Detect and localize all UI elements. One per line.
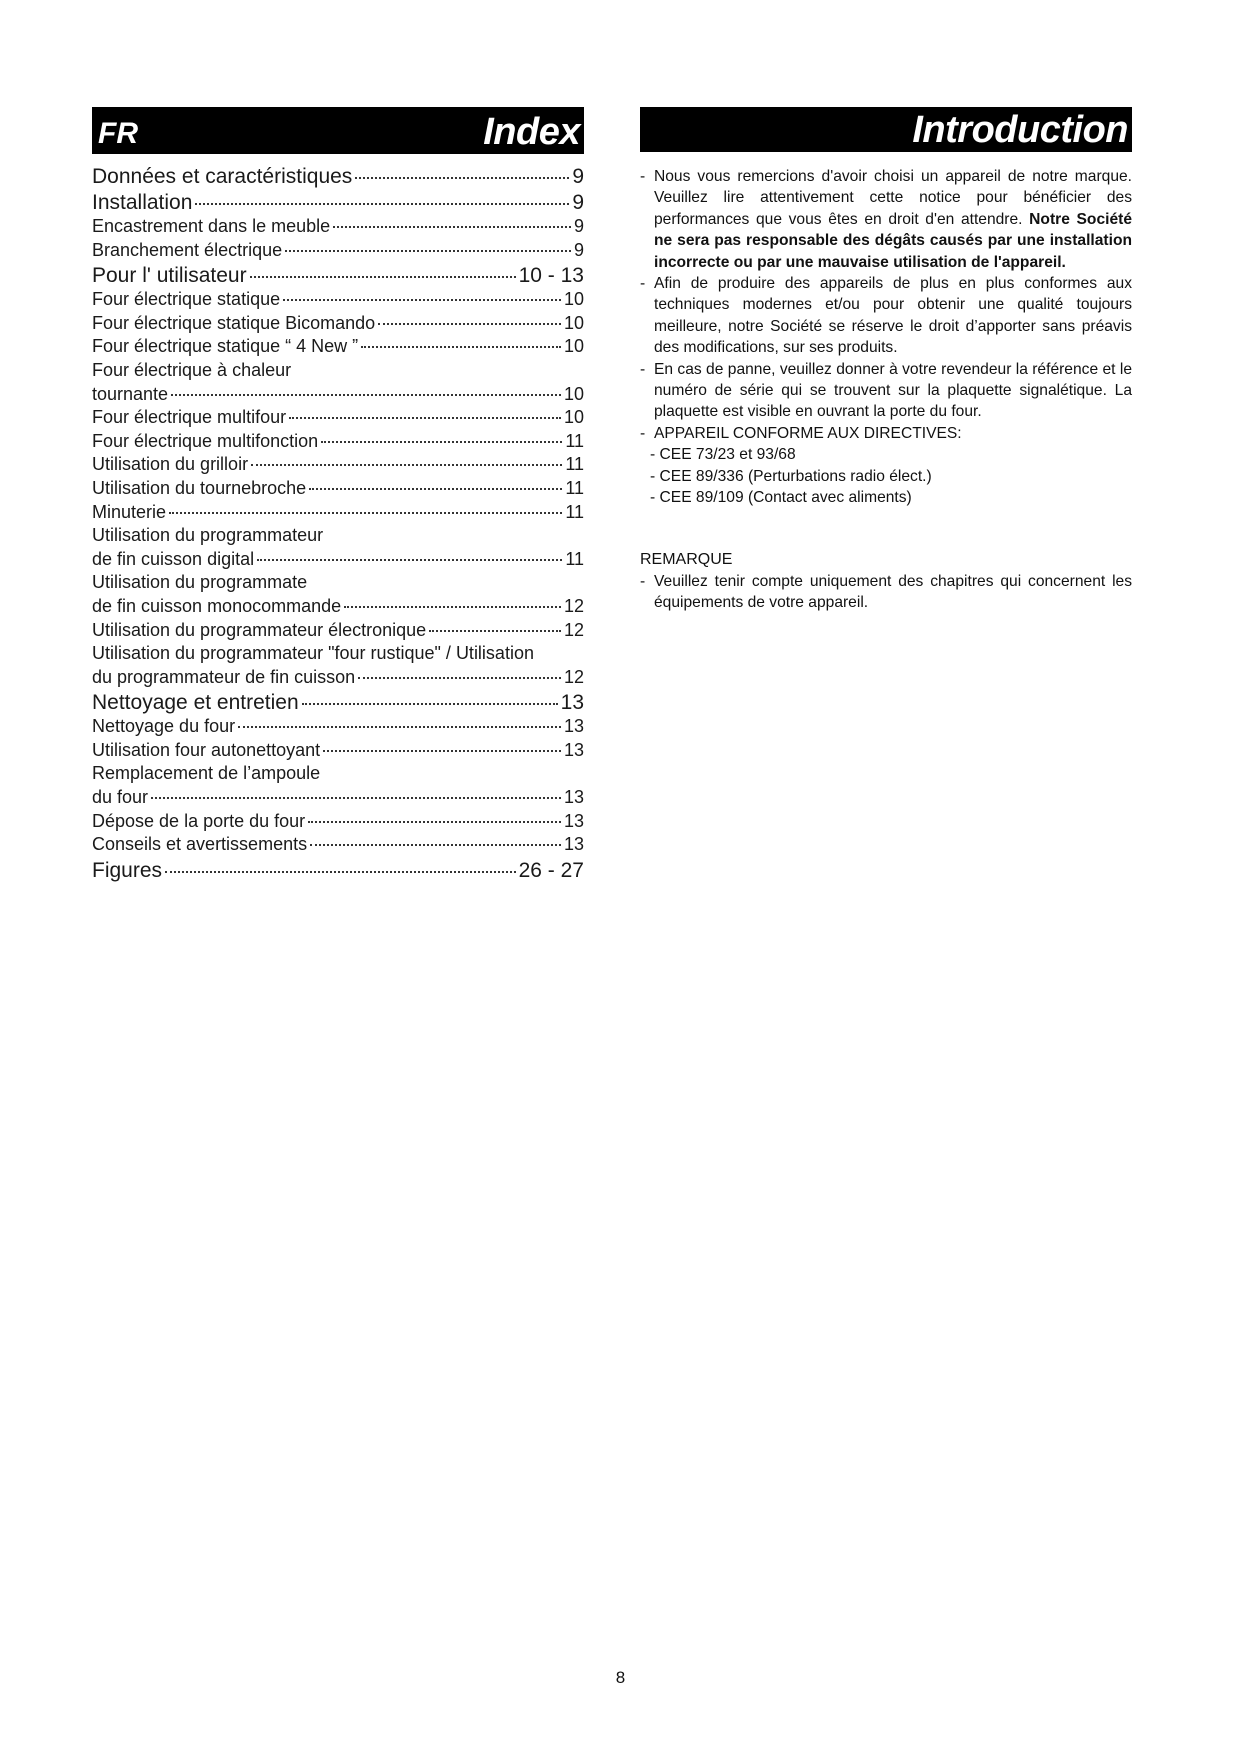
toc-entry	[92, 571, 584, 595]
toc-entry-page: 9	[572, 165, 584, 188]
toc-leader-dots	[289, 417, 561, 419]
toc-entry-label: Utilisation du programmateur	[92, 525, 324, 546]
toc-entry-page: 9	[573, 239, 584, 260]
intro-paragraph-1-text: Nous vous remercions d'avoir choisi un appareil de notre marque. Veuillez lire attentivement cette notice pour bénéficier des performances que vous êtes en droit d'en attendre.	[654, 168, 1132, 228]
toc-entry	[92, 715, 584, 739]
introduction-body	[640, 166, 1132, 613]
toc-entry	[92, 312, 584, 336]
toc-entry-page: 13	[563, 810, 584, 831]
toc-leader-dots	[195, 203, 569, 205]
intro-paragraph-3-text: En cas de panne, veuillez donner à votre revendeur la référence et le numéro de série qui se trouvent sur la plaquette signalétique. La plaquette est visible en ouvrant la porte du four.	[654, 360, 1132, 421]
intro-paragraph-2: - Afin de produire des appareils de plus en plus conformes aux techniques modernes et/ou pour obtenir une qualité toujours meilleure, notre Société se réserve le droit d’apporter sans préavis des modifications, sur ses produits.	[640, 273, 1132, 359]
toc-entry-label: Pour l' utilisateur	[92, 264, 247, 288]
remark-text: Veuillez tenir compte uniquement des chapitres qui concernent les équipements de votre appareil.	[654, 572, 1132, 611]
introduction-title: Introduction	[912, 109, 1128, 151]
toc-leader-dots	[310, 844, 561, 846]
language-label: FR	[98, 117, 138, 150]
toc-leader-dots	[429, 630, 561, 632]
toc-entry	[92, 189, 584, 215]
toc-entry-page: 13	[563, 739, 584, 760]
toc-entry-page: 10	[563, 312, 584, 333]
toc-entry	[92, 501, 584, 525]
toc-leader-dots	[283, 299, 561, 301]
toc-entry-page: 12	[563, 595, 584, 616]
toc-leader-dots	[378, 323, 561, 325]
toc-entry-page: 11	[565, 501, 584, 522]
toc-entry-page: 11	[565, 477, 584, 498]
toc-entry	[92, 239, 584, 263]
toc-entry-label: Nettoyage et entretien	[92, 691, 299, 715]
toc-leader-dots	[358, 677, 561, 679]
toc-entry-page: 12	[563, 619, 584, 640]
toc-entry	[92, 595, 584, 619]
toc-leader-dots	[321, 441, 562, 443]
toc-entry	[92, 833, 584, 857]
directive-item: - CEE 89/336 (Perturbations radio élect.)	[650, 467, 932, 485]
toc-entry-label: Remplacement de l’ampoule	[92, 763, 321, 784]
toc-leader-dots	[333, 226, 571, 228]
toc-entry-page: 13	[560, 691, 584, 715]
toc-entry-page: 9	[572, 191, 584, 214]
table-of-contents	[92, 163, 584, 883]
toc-entry	[92, 163, 584, 189]
toc-entry-page: 10	[563, 383, 584, 404]
toc-entry-label: Four électrique à chaleur	[92, 359, 292, 380]
toc-leader-dots	[302, 703, 558, 705]
toc-leader-dots	[355, 177, 569, 179]
toc-entry	[92, 810, 584, 834]
toc-entry-label: Utilisation du grilloir	[92, 454, 249, 475]
intro-paragraph-2-text: Afin de produire des appareils de plus en plus conformes aux techniques modernes et/ou pour obtenir une qualité toujours meilleure, notre Société se réserve le droit d’apporter sans préavis des modifications, sur ses produits.	[654, 275, 1132, 357]
page-number: 8	[615, 1668, 626, 1687]
toc-entry-label: Conseils et avertissements	[92, 834, 308, 855]
toc-leader-dots	[165, 871, 516, 873]
toc-entry	[92, 762, 584, 786]
toc-entry-page: 9	[573, 216, 584, 236]
intro-paragraph-4: - APPAREIL CONFORME AUX DIRECTIVES:	[640, 423, 1132, 444]
toc-entry	[92, 406, 584, 430]
toc-entry	[92, 453, 584, 477]
toc-entry-label: Four électrique multifonction	[92, 430, 319, 451]
toc-entry	[92, 477, 584, 501]
remark-paragraph: - Veuillez tenir compte uniquement des chapitres qui concernent les équipements de votre appareil.	[640, 571, 1132, 614]
toc-leader-dots	[361, 346, 561, 348]
introduction-column	[640, 107, 1132, 613]
toc-entry-page: 11	[565, 454, 584, 475]
toc-entry-label: tournante	[92, 383, 169, 404]
toc-entry-label: Figures	[92, 858, 163, 882]
intro-paragraph-4-text: APPAREIL CONFORME AUX DIRECTIVES:	[654, 424, 962, 442]
toc-entry-label: Branchement électrique	[92, 239, 283, 260]
index-column	[92, 107, 584, 883]
remark-title: REMARQUE	[640, 550, 733, 568]
toc-leader-dots	[257, 559, 562, 561]
directive-item: - CEE 73/23 et 93/68	[650, 446, 796, 464]
toc-entry-label: Utilisation du programmateur "four rustique" / Utilisation	[92, 643, 534, 664]
intro-paragraph-3: - En cas de panne, veuillez donner à votre revendeur la référence et le numéro de série qui se trouvent sur la plaquette signalétique. La plaquette est visible en ouvrant la porte du four.	[640, 359, 1132, 423]
toc-entry-label: Four électrique statique Bicomando	[92, 312, 376, 333]
toc-entry	[92, 548, 584, 572]
toc-entry-page: 11	[565, 430, 584, 451]
toc-leader-dots	[238, 726, 561, 728]
toc-leader-dots	[309, 488, 562, 490]
toc-entry-label: Utilisation du tournebroche	[92, 477, 307, 498]
toc-entry-label: Dépose de la porte du four	[92, 810, 306, 831]
toc-entry	[92, 288, 584, 312]
toc-entry-page: 10 - 13	[518, 264, 584, 288]
toc-entry-page: 10	[563, 289, 584, 310]
toc-entry-label: Utilisation four autonettoyant	[92, 739, 321, 760]
toc-entry-page: 12	[563, 666, 584, 687]
toc-entry-page: 10	[563, 336, 584, 357]
toc-entry	[92, 215, 584, 239]
toc-leader-dots	[251, 464, 562, 466]
toc-entry	[92, 619, 584, 643]
index-title: Index	[483, 111, 580, 153]
toc-entry	[92, 262, 584, 288]
intro-paragraph-1-bold: Notre Société ne sera pas responsable des dégâts causés par une installation incorrecte ou par une mauvaise utilisation de l'appareil.	[654, 210, 1132, 271]
toc-entry	[92, 383, 584, 407]
toc-entry-page: 11	[565, 548, 584, 569]
toc-entry-label: Encastrement dans le meuble	[92, 216, 331, 236]
index-header	[92, 107, 584, 154]
toc-leader-dots	[344, 606, 561, 608]
toc-entry-label: du four	[92, 787, 149, 808]
toc-entry-label: de fin cuisson monocommande	[92, 595, 342, 616]
toc-entry-page: 10	[563, 407, 584, 428]
toc-leader-dots	[308, 821, 561, 823]
toc-entry-page: 13	[563, 834, 584, 855]
toc-leader-dots	[285, 250, 571, 252]
toc-entry	[92, 430, 584, 454]
toc-entry-label: Installation	[92, 191, 193, 214]
toc-entry	[92, 642, 584, 666]
toc-entry	[92, 335, 584, 359]
toc-entry-label: Four électrique multifour	[92, 407, 287, 428]
toc-leader-dots	[169, 512, 562, 514]
toc-entry-page: 13	[563, 716, 584, 737]
toc-entry-label: Minuterie	[92, 501, 167, 522]
toc-entry	[92, 786, 584, 810]
toc-leader-dots	[151, 797, 561, 799]
introduction-header	[640, 107, 1132, 152]
toc-entry-label: Utilisation du programmateur électronique	[92, 619, 427, 640]
toc-entry	[92, 739, 584, 763]
toc-entry-label: Données et caractéristiques	[92, 165, 353, 188]
toc-entry-label: Utilisation du programmate	[92, 572, 308, 593]
toc-entry	[92, 359, 584, 383]
toc-entry	[92, 857, 584, 883]
directive-item: - CEE 89/109 (Contact avec aliments)	[650, 489, 912, 507]
toc-leader-dots	[323, 750, 561, 752]
toc-entry-label: de fin cuisson digital	[92, 548, 255, 569]
toc-entry-label: Nettoyage du four	[92, 716, 236, 737]
toc-entry-label: Four électrique statique “ 4 New ”	[92, 336, 359, 357]
toc-entry-label: Four électrique statique	[92, 289, 281, 310]
toc-entry	[92, 524, 584, 548]
toc-entry	[92, 689, 584, 715]
toc-leader-dots	[250, 276, 516, 278]
toc-entry-page: 26 - 27	[518, 858, 584, 882]
intro-paragraph-1: - Nous vous remercions d'avoir choisi un appareil de notre marque. Veuillez lire attentivement cette notice pour bénéficier des performances que vous êtes en droit d'en attendre. Notre Société ne sera pas responsable des dégâts causés par une installation incorrecte ou par une mauvaise utilisation de l'appareil.	[640, 168, 1132, 271]
toc-leader-dots	[171, 394, 561, 396]
toc-entry	[92, 666, 584, 690]
toc-entry-page: 13	[563, 787, 584, 808]
toc-entry-label: du programmateur de fin cuisson	[92, 666, 356, 687]
